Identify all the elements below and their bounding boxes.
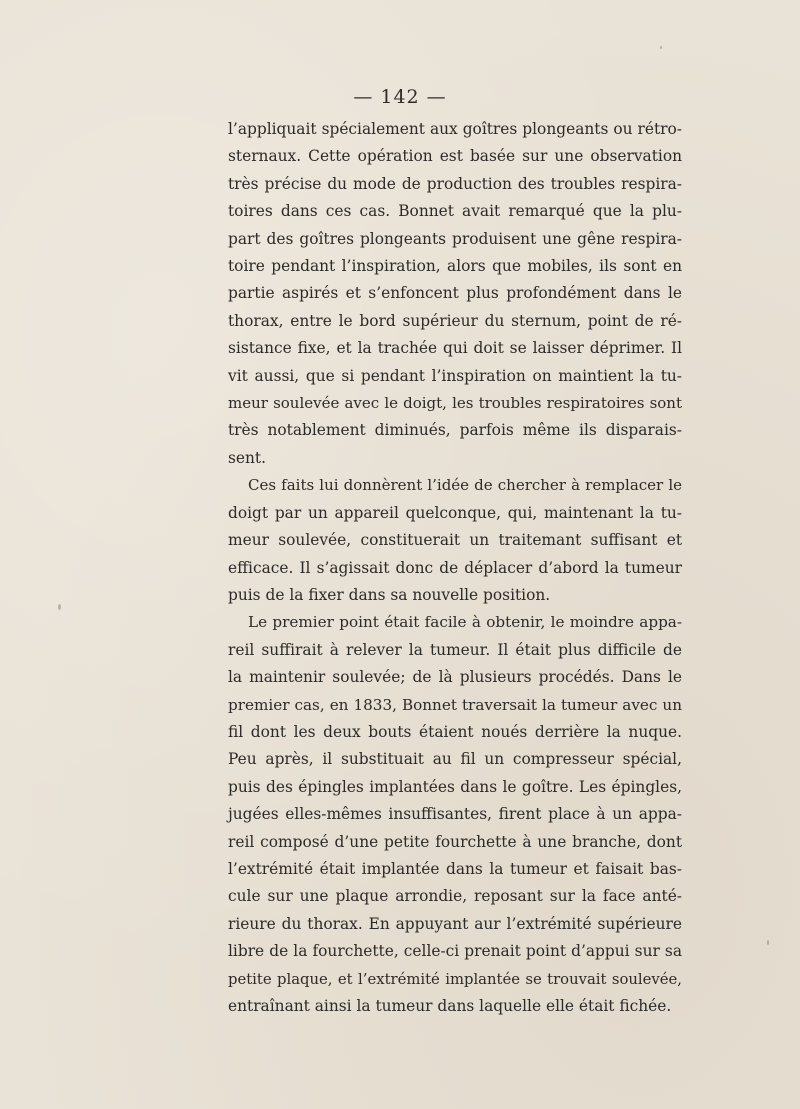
text-line: libre de la fourchette, celle-ci prenait point d’appui sur sa <box>228 942 682 961</box>
paragraph-3 <box>228 609 682 1020</box>
text-line: Peu après, il substituait au fil un compresseur spécial, <box>228 750 682 769</box>
text-line: sternaux. Cette opération est basée sur une observation <box>228 147 682 166</box>
text-line: Ces faits lui donnèrent l’idée de chercher à remplacer le <box>248 476 682 495</box>
text-line: toire pendant l’inspiration, alors que mobiles, ils sont en <box>228 257 682 276</box>
text-line: partie aspirés et s’enfoncent plus profondément dans le <box>228 284 682 303</box>
text-line: reil suffirait à relever la tumeur. Il était plus difficile de <box>228 640 682 659</box>
text-block <box>228 116 682 1020</box>
text-line: meur soulevée, constituerait un traitemant suffisant et <box>228 531 682 550</box>
text-line: cule sur une plaque arrondie, reposant sur la face anté- <box>228 887 682 906</box>
text-line: meur soulevée avec le doigt, les troubles respiratoires sont <box>228 394 682 413</box>
paragraph-1 <box>228 116 682 472</box>
text-line: part des goîtres plongeants produisent une gêne respira- <box>228 229 682 248</box>
text-line: efficace. Il s’agissait donc de déplacer d’abord la tumeur <box>228 558 682 577</box>
text-line: Le premier point était facile à obtenir, le moindre appa- <box>248 613 682 632</box>
text-line: la maintenir soulevée; de là plusieurs procédés. Dans le <box>228 668 682 687</box>
text-line: sent. <box>228 448 266 467</box>
text-line: petite plaque, et l’extrémité implantée se trouvait soulevée, <box>228 970 682 988</box>
text-line: doigt par un appareil quelconque, qui, maintenant la tu- <box>228 503 682 522</box>
text-line: reil composé d’une petite fourchette à une branche, dont <box>228 832 682 851</box>
paragraph-2 <box>228 472 682 609</box>
text-line: l’extrémité était implantée dans la tumeur et faisait bas- <box>228 859 682 878</box>
paper-speck <box>58 604 61 610</box>
text-line: l’appliquait spécialement aux goîtres plongeants ou rétro- <box>228 120 682 138</box>
text-line: très notablement diminués, parfois même ils disparais- <box>228 421 682 440</box>
text-line: thorax, entre le bord supérieur du sternum, point de ré- <box>228 311 682 330</box>
text-line: fil dont les deux bouts étaient noués derrière la nuque. <box>228 722 682 741</box>
page-number: — 142 — <box>353 86 447 108</box>
text-line: vit aussi, que si pendant l’inspiration on maintient la tu- <box>228 366 682 385</box>
text-line: rieure du thorax. En appuyant aur l’extrémité supérieure <box>228 914 682 933</box>
text-line: entraînant ainsi la tumeur dans laquelle elle était fichée. <box>228 997 672 1015</box>
text-line: toires dans ces cas. Bonnet avait remarqué que la plu- <box>228 202 682 221</box>
text-line: jugées elles-mêmes insuffisantes, firent place à un appa- <box>228 805 682 824</box>
text-line: puis de la fixer dans sa nouvelle position. <box>228 585 551 604</box>
text-line: sistance fixe, et la trachée qui doit se laisser déprimer. Il <box>228 339 682 358</box>
text-line: premier cas, en 1833, Bonnet traversait la tumeur avec un <box>228 695 682 714</box>
text-line: très précise du mode de production des troubles respira- <box>228 174 682 193</box>
text-line: puis des épingles implantées dans le goître. Les épingles, <box>228 777 682 796</box>
paper-speck <box>660 46 662 49</box>
paper-speck <box>767 940 769 945</box>
